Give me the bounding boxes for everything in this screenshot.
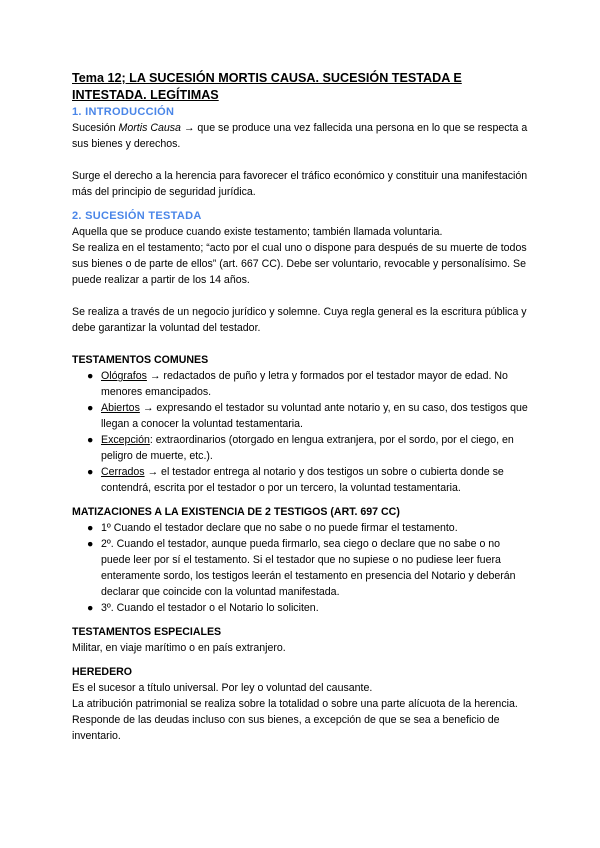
list-item: ● Abiertos → expresando el testador su voluntad ante notario y, en su caso, dos testigos que llegan a conocer la voluntad testamentaria. — [87, 402, 528, 430]
mortis-causa-term: Mortis Causa — [118, 122, 181, 134]
section-heading-introduccion: 1. INTRODUCCIÓN — [72, 106, 175, 118]
bullet-icon: ● — [87, 522, 94, 534]
list-item: ● 3º. Cuando el testador o el Notario lo soliciten. — [87, 602, 319, 614]
list-item: ● 2º. Cuando el testador, aunque pueda firmarlo, sea ciego o declare que no sabe o no puede leer por sí el testamento. Si el testador que no supiese o no pudiese leer fuera enteramente sordo, los testigos leerán el testamento en presencia del Notario y deberán declarar que coincide con la voluntad manifestada. — [87, 538, 516, 598]
list-item: ● Ológrafos → redactados de puño y letra y formados por el testador mayor de edad. No menores emancipados. — [87, 370, 508, 398]
bullet-icon: ● — [87, 538, 94, 550]
bullet-icon: ● — [87, 402, 94, 414]
bullet-icon: ● — [87, 434, 94, 446]
document-page — [72, 70, 532, 744]
testamentos-comunes-list — [72, 368, 532, 496]
section-heading-sucesion-testada: 2. SUCESIÓN TESTADA — [72, 210, 202, 222]
intro-paragraph-1: Sucesión Mortis Causa → que se produce una vez fallecida una persona en lo que se respecta a sus bienes y derechos. — [72, 122, 528, 150]
list-item: ● 1º Cuando el testador declare que no sabe o no puede firmar el testamento. — [87, 522, 458, 534]
heredero-paragraph-1: Es el sucesor a título universal. Por ley o voluntad del causante. — [72, 682, 373, 694]
intro-paragraph-2: Surge el derecho a la herencia para favorecer el tráfico económico y constituir una manifestación más del principio de seguridad jurídica. — [72, 170, 528, 198]
testada-paragraph-3: Se realiza a través de un negocio jurídico y solemne. Cuya regla general es la escritura pública y debe garantizar la voluntad del testador. — [72, 306, 527, 334]
testamentos-comunes-heading: TESTAMENTOS COMUNES — [72, 354, 209, 366]
bullet-icon: ● — [87, 466, 94, 478]
testamentos-especiales-heading: TESTAMENTOS ESPECIALES — [72, 626, 222, 638]
matizaciones-heading: MATIZACIONES A LA EXISTENCIA DE 2 TESTIGOS (ART. 697 CC) — [72, 506, 400, 518]
bullet-icon: ● — [87, 602, 94, 614]
testamentos-especiales-text: Militar, en viaje marítimo o en país extranjero. — [72, 642, 286, 654]
document-title: Tema 12; LA SUCESIÓN MORTIS CAUSA. SUCESIÓN TESTADA E INTESTADA. LEGÍTIMAS — [72, 71, 462, 102]
list-item: ● Excepción: extraordinarios (otorgado en lengua extranjera, por el sordo, por el ciego, en peligro de muerte, etc.). — [87, 434, 514, 462]
testada-paragraph-1: Aquella que se produce cuando existe testamento; también llamada voluntaria. — [72, 226, 443, 238]
testada-paragraph-2: Se realiza en el testamento; “acto por el cual uno o dispone para después de su muerte de todos sus bienes o de parte de ellos” (art. 667 CC). Debe ser voluntario, revocable y personalísimo. Se puede realizar a partir de los 14 años. — [72, 242, 527, 286]
list-item: ● Cerrados → el testador entrega al notario y dos testigos un sobre o cubierta donde se contendrá, escrita por el testador o por un tercero, la voluntad testamentaria. — [87, 466, 504, 494]
heredero-paragraph-3: Responde de las deudas incluso con sus bienes, a excepción de que se sea a beneficio de inventario. — [72, 714, 500, 742]
heredero-paragraph-2: La atribución patrimonial se realiza sobre la totalidad o sobre una parte alícuota de la herencia. — [72, 698, 518, 710]
bullet-icon: ● — [87, 370, 94, 382]
matizaciones-list — [72, 520, 532, 616]
heredero-heading: HEREDERO — [72, 666, 133, 678]
